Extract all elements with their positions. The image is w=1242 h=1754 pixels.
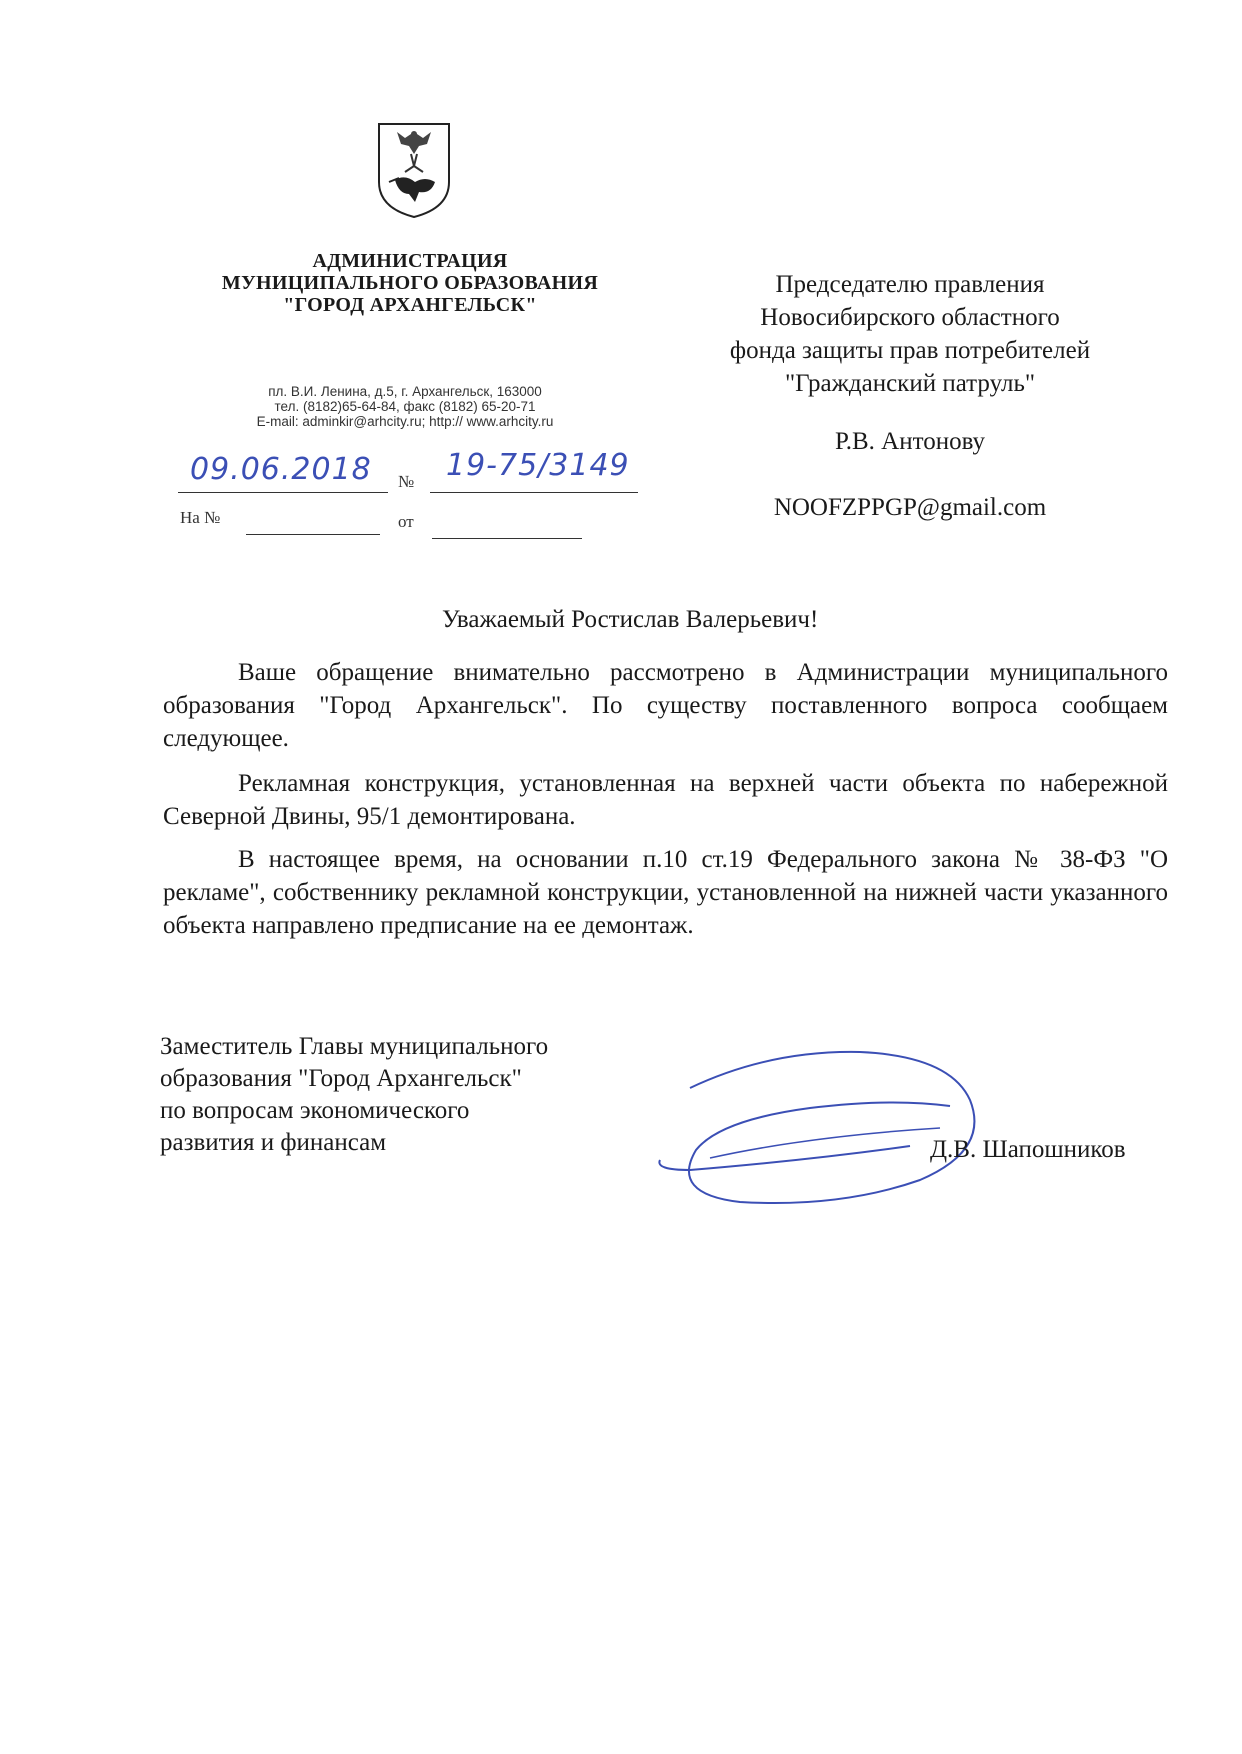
signatory-title-line-3: по вопросам экономического (160, 1097, 470, 1124)
addressee-email: NOOFZPPGP@gmail.com (773, 494, 1047, 521)
outgoing-date: 09.06.2018 (190, 452, 372, 487)
handwritten-signature (650, 1030, 1010, 1220)
outgoing-number: 19-75/3149 (446, 448, 630, 483)
signatory-title-line-2: образования "Город Архангельск" (160, 1065, 522, 1092)
from-label: от (398, 512, 414, 531)
outgoing-reference (178, 448, 638, 492)
addressee-line-3: фонда защиты прав потребителей (729, 337, 1091, 364)
organization-contacts (210, 384, 600, 429)
addressee-line-4: "Гражданский патруль" (784, 370, 1036, 397)
addressee-name: Р.В. Антонову (834, 428, 986, 455)
paragraph-1: Ваше обращение внимательно рассмотрено в Администрации муниципального образования "Город Архангельск". По существу поставленного вопроса сообщаем следующее. (163, 659, 1168, 752)
number-underline (430, 492, 638, 493)
signatory-title-line-4: развития и финансам (160, 1129, 387, 1156)
address-line: пл. В.И. Ленина, д.5, г. Архангельск, 163000 (268, 384, 542, 399)
paragraph-2: Рекламная конструкция, установленная на верхней части объекта по набережной Северной Двины, 95/1 демонтирована. (163, 770, 1168, 830)
paragraph-3: В настоящее время, на основании п.10 ст.19 Федерального закона № 38-ФЗ "О рекламе", собственнику рекламной конструкции, установленной на нижней части указанного объекта направлено предписание на ее демонтаж. (163, 846, 1168, 939)
number-label: № (398, 472, 415, 491)
signatory-title (160, 1031, 680, 1159)
phone-line: тел. (8182)65-64-84, факс (8182) 65-20-71 (274, 399, 536, 414)
addressee-line-2: Новосибирского областного (760, 304, 1060, 331)
in-reply-label: На № (180, 508, 221, 527)
org-line-3: "ГОРОД АРХАНГЕЛЬСК" (283, 294, 537, 316)
signatory-title-line-1: Заместитель Главы муниципального (160, 1033, 549, 1060)
coat-of-arms-icon (375, 120, 453, 220)
org-line-1: АДМИНИСТРАЦИЯ (312, 250, 508, 272)
addressee-line-1: Председателю правления (775, 271, 1045, 298)
from-underline (432, 538, 582, 539)
org-line-2: МУНИЦИПАЛЬНОГО ОБРАЗОВАНИЯ (221, 272, 599, 294)
letter-body (163, 656, 1168, 942)
in-reply-underline (246, 534, 380, 535)
organization-name (180, 250, 640, 316)
signatory-name: Д.В. Шапошников (930, 1136, 1126, 1163)
incoming-reference (178, 506, 638, 546)
addressee-block (690, 268, 1130, 524)
email-line: E-mail: adminkir@arhcity.ru; http:// www.arhcity.ru (256, 414, 554, 429)
date-underline (178, 492, 388, 493)
letter-greeting: Уважаемый Ростислав Валерьевич! (442, 606, 819, 633)
